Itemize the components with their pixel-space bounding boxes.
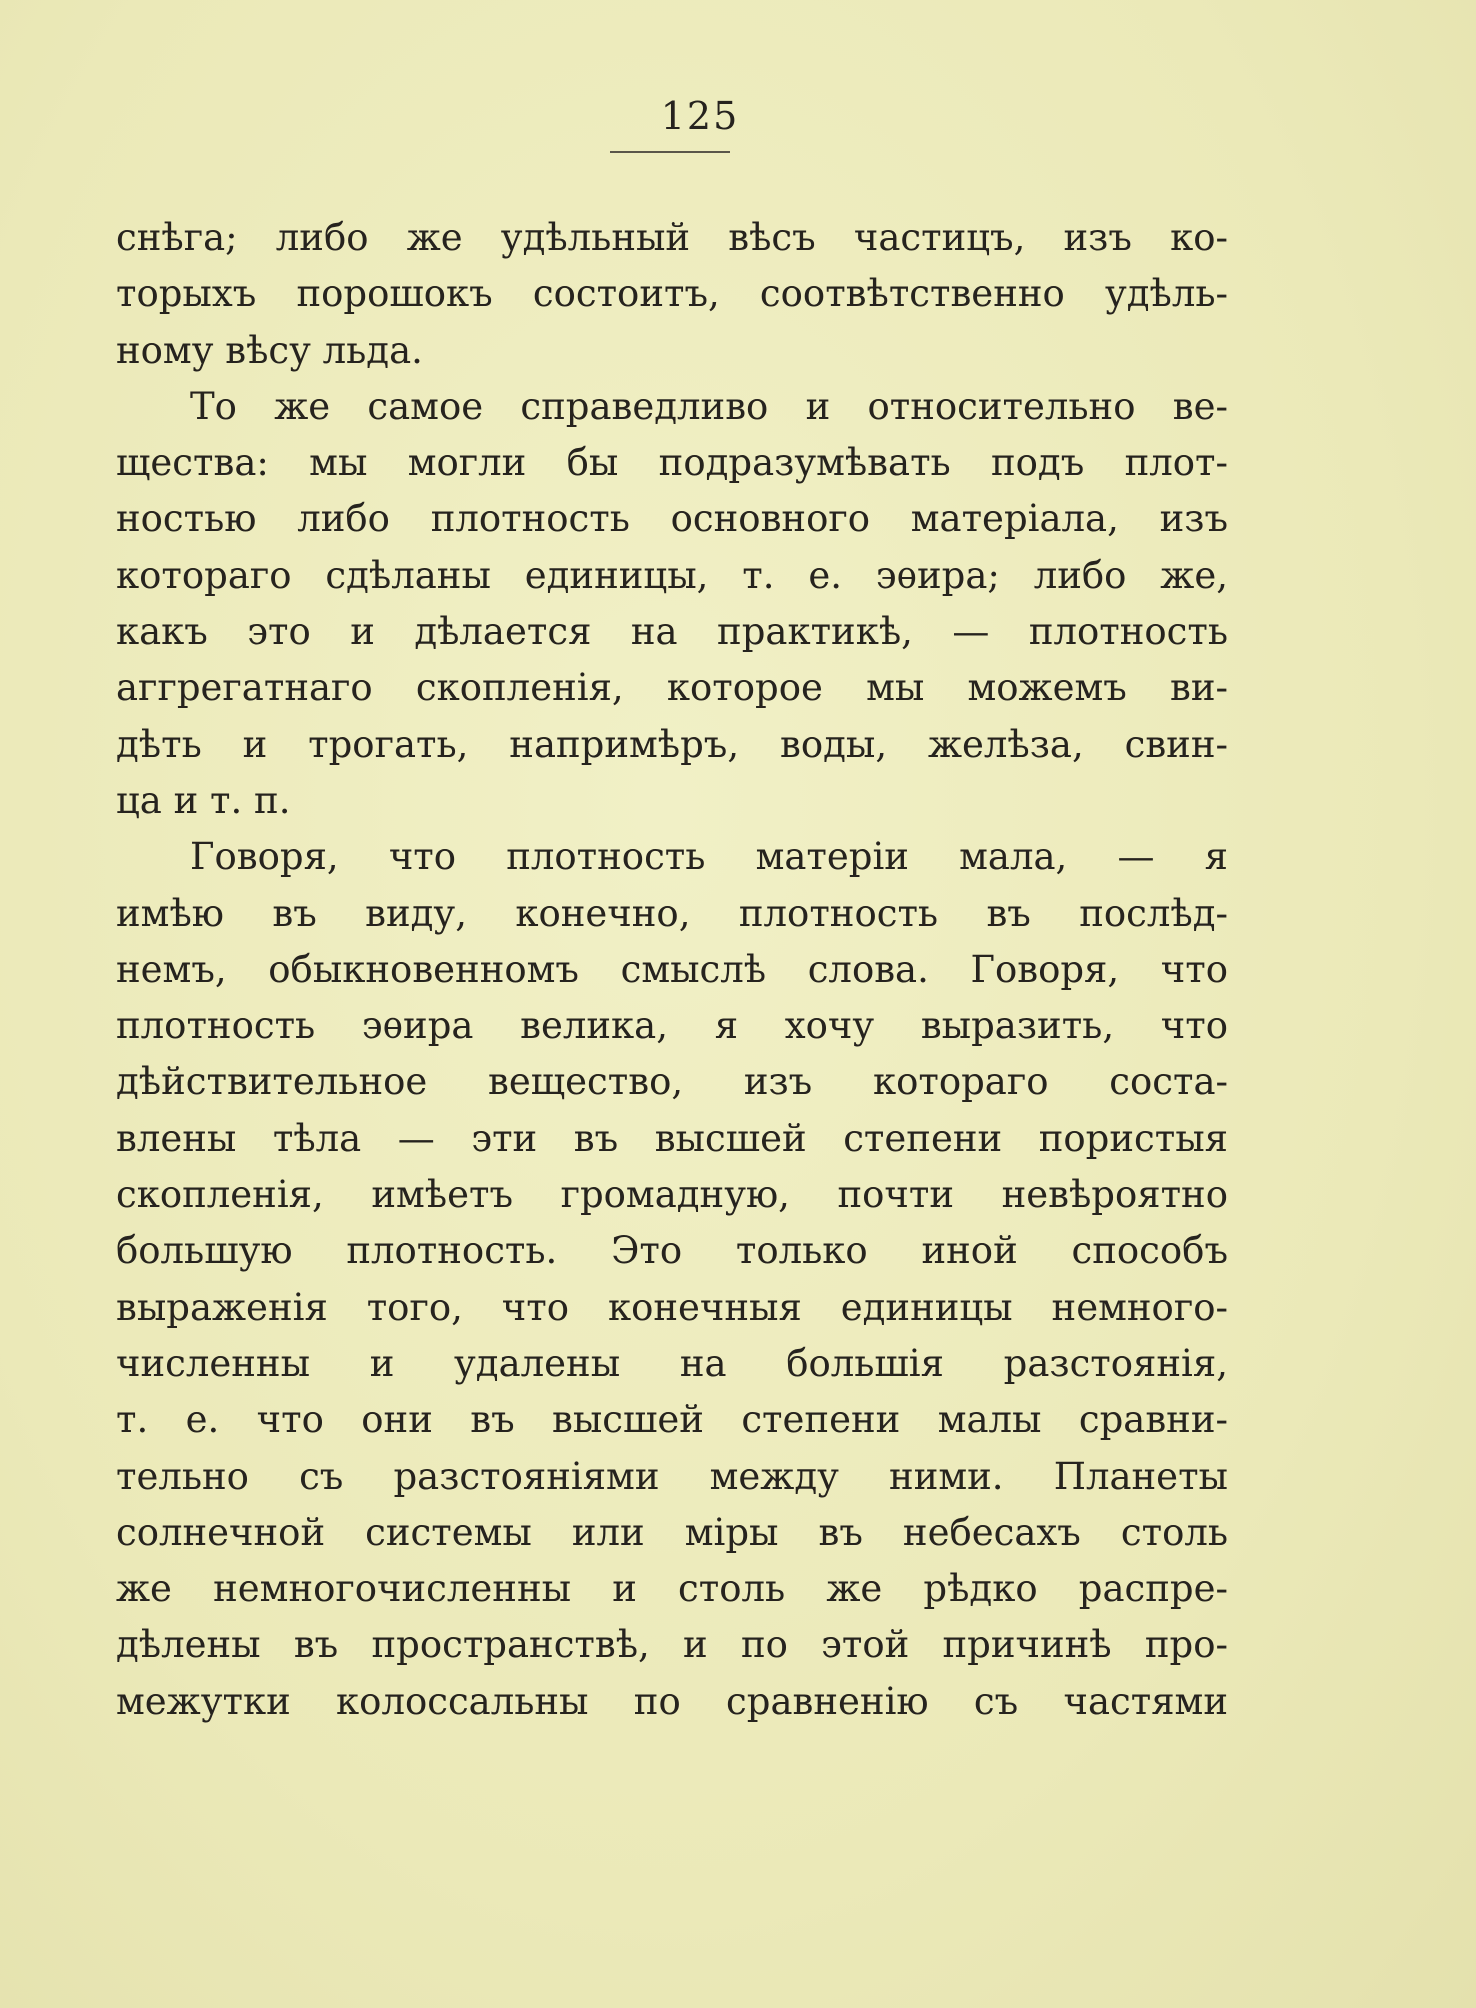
text-line: ца и т. п.	[116, 778, 291, 822]
text-line: То же самое справедливо и относительно ве-	[190, 384, 1228, 428]
text-line: солнечной системы или міры въ небесахъ столь	[116, 1510, 1228, 1554]
text-line: имѣю въ виду, конечно, плотность въ послѣд-	[116, 891, 1228, 935]
text-line: скопленія, имѣетъ громадную, почти невѣроятно	[116, 1173, 1228, 1217]
text-line: влены тѣла — эти въ высшей степени пористыя	[116, 1116, 1228, 1160]
text-line: котораго сдѣланы единицы, т. е. эѳира; либо же,	[116, 553, 1228, 597]
body-text	[116, 210, 1228, 1730]
text-line: снѣга; либо же удѣльный вѣсъ частицъ, изъ ко-	[116, 216, 1228, 259]
text-line: дѣлены въ пространствѣ, и по этой причинѣ про-	[116, 1623, 1228, 1667]
text-line: ному вѣсу льда.	[116, 328, 423, 372]
text-line: щества: мы могли бы подразумѣвать подъ плот-	[116, 441, 1228, 485]
text-line: какъ это и дѣлается на практикѣ, — плотность	[116, 610, 1228, 654]
text-line: т. е. что они въ высшей степени малы сравни-	[116, 1398, 1228, 1442]
text-line: межутки колоссальны по сравненію съ частями	[116, 1679, 1228, 1723]
text-line: дѣть и трогать, напримѣръ, воды, желѣза, свин-	[116, 722, 1228, 766]
page-number-rule	[610, 151, 730, 153]
text-line: выраженія того, что конечныя единицы немного-	[116, 1285, 1228, 1329]
text-line: немъ, обыкновенномъ смыслѣ слова. Говоря, что	[116, 947, 1228, 991]
text-line: Говоря, что плотность матеріи мала, — я	[190, 835, 1228, 879]
page-number: 125	[660, 94, 740, 138]
text-line: численны и удалены на большія разстоянія,	[116, 1341, 1228, 1385]
text-line: торыхъ порошокъ состоитъ, соотвѣтственно удѣль-	[116, 272, 1228, 316]
text-line: аггрегатнаго скопленія, которое мы можемъ ви-	[116, 666, 1228, 710]
text-line: дѣйствительное вещество, изъ котораго соста-	[116, 1060, 1228, 1104]
text-line: ностью либо плотность основного матеріала, изъ	[116, 497, 1228, 541]
text-line: большую плотность. Это только иной способъ	[116, 1229, 1228, 1273]
text-line: же немногочисленны и столь же рѣдко распре-	[116, 1567, 1228, 1611]
text-line: тельно съ разстояніями между ними. Планеты	[116, 1454, 1228, 1498]
text-line: плотность эѳира велика, я хочу выразить, что	[116, 1004, 1228, 1048]
